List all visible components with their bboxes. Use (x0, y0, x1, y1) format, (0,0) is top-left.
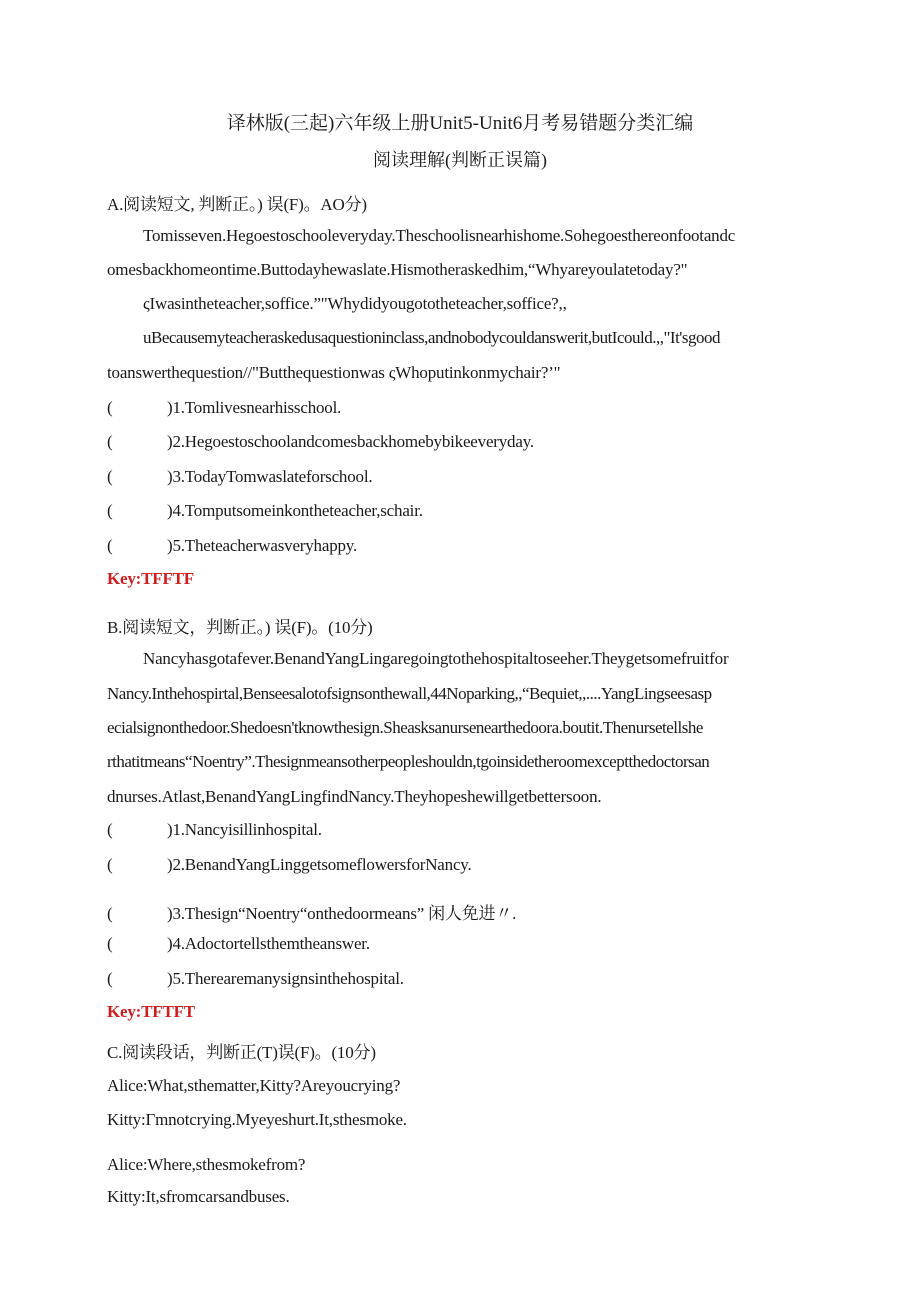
section-b-passage-line: dnurses.Atlast,BenandYangLingfindNancy.Theyhopeshewillgetbettersoon. (107, 787, 602, 806)
question-text: )1.Tomlivesnearhisschool. (167, 398, 342, 417)
question-text: )4.Tomputsomeinkontheteacher,schair. (167, 501, 423, 520)
section-b-passage-line: ecialsignonthedoor.Shedoesn'tknowthesign.Sheasksanursenearthedoora.boutit.Thenursetellshe (107, 718, 703, 737)
section-a-question-1 (107, 398, 341, 418)
section-b-question-5 (107, 969, 404, 989)
document-subtitle: 阅读理解(判断正误篇) (373, 150, 547, 170)
answer-blank[interactable]: ( (107, 501, 113, 520)
question-text: )3.TodayTomwaslateforschool. (167, 467, 373, 486)
question-text: )2.BenandYangLinggetsomeflowersforNancy. (167, 855, 472, 874)
document-title: 译林版(三起)六年级上册Unit5-Unit6月考易错题分类汇编 (226, 113, 694, 134)
answer-blank[interactable]: ( (107, 855, 113, 874)
answer-blank[interactable]: ( (107, 904, 113, 923)
section-a-question-2 (107, 432, 534, 452)
answer-blank[interactable]: ( (107, 432, 113, 451)
question-text: )5.Therearemanysignsinthehospital. (167, 969, 404, 988)
dialogue-line: Alice:Where,sthesmokefrom? (107, 1155, 306, 1174)
section-b-question-1 (107, 820, 322, 840)
question-text: )4.Adoctortellsthemtheanswer. (167, 934, 370, 953)
dialogue-line: Alice:What,sthematter,Kitty?Areyoucrying? (107, 1076, 401, 1095)
section-b-passage-line: rthatitmeans“Noentry”.Thesignmeansotherpeopleshouldn,tgoinsidetheroomexceptthedoctorsan (107, 752, 710, 771)
question-text: )2.Hegoestoschoolandcomesbackhomebybikeeveryday. (167, 432, 534, 451)
section-a-passage-line: toanswerthequestion//"Butthequestionwas ςWhoputinkonmychair?’" (107, 363, 561, 382)
answer-blank[interactable]: ( (107, 467, 113, 486)
dialogue-line: Kitty:It,sfromcarsandbuses. (107, 1187, 290, 1206)
answer-blank[interactable]: ( (107, 969, 113, 988)
answer-blank[interactable]: ( (107, 934, 113, 953)
section-a-question-5 (107, 536, 357, 556)
question-text: )5.Theteacherwasveryhappy. (167, 536, 358, 555)
section-a-passage-line: Tomisseven.Hegoestoschooleveryday.Theschoolisnearhishome.Sohegoesthereonfootandc (143, 226, 736, 245)
section-a-question-3 (107, 467, 372, 487)
section-b-heading: B.阅读短文，判断正。) 误(F)。(10分) (107, 618, 373, 637)
answer-blank[interactable]: ( (107, 820, 113, 839)
section-a-passage-line: uBecausemyteacheraskedusaquestioninclass,andnobodycouldanswerit,butIcould.,,"It'sgood (143, 328, 720, 347)
section-b-passage-line: Nancyhasgotafever.BenandYangLingaregoingtothehospitaltoseeher.Theygetsomefruitfor (143, 649, 729, 668)
section-b-passage-line: Nancy.Inthehospirtal,Benseesalotofsignsonthewall,44Noparking,,“Bequiet,,....YangLingseesasp (107, 684, 712, 703)
section-a-answer-key: Key:TFFTF (107, 569, 194, 588)
section-a-passage-line: ςIwasintheteacher,soffice.”"Whydidyougototheteacher,soffice?,, (143, 294, 567, 313)
section-b-question-2 (107, 855, 472, 875)
dialogue-line: Kitty:Γmnotcrying.Myeyeshurt.It,sthesmoke. (107, 1110, 407, 1129)
section-b-question-4 (107, 934, 370, 954)
section-a-passage-line: omesbackhomeontime.Buttodayhewaslate.Hismotheraskedhim,“Whyareyoulatetoday?" (107, 260, 688, 279)
answer-blank[interactable]: ( (107, 398, 113, 417)
section-b-question-3 (107, 899, 516, 924)
question-text: )3.Thesign“Noentry“onthedoormeans” 闲人免进〃. (167, 904, 517, 923)
section-a-question-4 (107, 501, 423, 521)
section-c-heading: C.阅读段话，判断正(T)误(F)。(10分) (107, 1043, 376, 1062)
question-text: )1.Nancyisillinhospital. (167, 820, 322, 839)
section-a-heading: A.阅读短文, 判断正。) 误(F)。AO分) (107, 195, 367, 214)
answer-blank[interactable]: ( (107, 536, 113, 555)
section-b-answer-key: Key:TFTFT (107, 1002, 195, 1021)
